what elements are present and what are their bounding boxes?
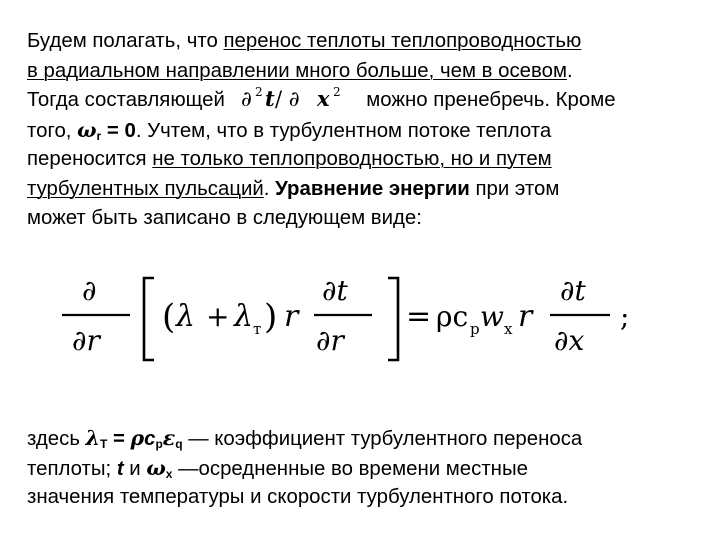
paragraph-intro [27,27,695,234]
equals-sign: = [406,299,432,334]
text-line [27,483,695,513]
text-line [27,116,695,146]
t-symbol: t [264,86,275,110]
text-span: . Учтем, что в турбулентном потоке теплота [135,119,552,142]
lambda-t-symbol: λ [234,299,254,334]
text-span: переносится [27,148,153,170]
text-line [27,145,695,175]
slash-partial: / ∂ [274,87,300,110]
power-label: 2 [254,86,263,99]
lambda-t-subscript: т [253,320,262,338]
partial-dt: ∂t [560,274,586,307]
text-line [27,27,695,57]
inline-derivative-formula [235,86,353,110]
open-paren: ( [162,297,176,337]
subscript: q [175,437,183,451]
omega-symbol: ω [146,455,166,480]
text-span: здесь [27,428,86,450]
power-label: 2 [332,86,341,99]
subscript: x [165,466,173,481]
energy-equation [58,268,668,378]
t-symbol: t [116,457,124,480]
text-span: Тогда составляющей [27,89,225,111]
subscript: r [96,128,102,143]
text-span: при этом [469,177,560,200]
x-subscript: x [504,320,513,338]
p-subscript: p [470,320,480,338]
text-span: Будем полагать, что [27,30,224,52]
r-symbol: r [284,299,299,334]
epsilon-symbol: ε [162,426,176,450]
text-span: можно пренебречь. Кроме [366,89,616,111]
bold-text: = 0 [101,119,136,142]
partial-symbol: ∂ [240,87,252,110]
r-symbol: r [518,299,533,334]
text-line [27,204,695,234]
underlined-text: не только теплопроводностью, но и путем [152,148,552,170]
text-line [27,175,695,205]
text-line [27,86,695,116]
rho-c-symbol: ρc [436,300,469,333]
close-paren: ) [264,297,278,337]
text-span: и [123,457,147,480]
underlined-text: в радиальном направлении много больше, чем в осевом [27,59,567,82]
underlined-text: турбулентных пульсаций [27,177,264,200]
text-span: . [566,59,573,82]
left-bracket [144,278,154,360]
omega-symbol: ω [77,117,97,142]
text-span: — коэффициент турбулентного переноса [182,428,583,450]
lambda-symbol: λ [176,299,196,334]
partial-dt: ∂t [322,274,348,307]
partial-dr: ∂r [72,324,100,357]
paragraph-explanation [27,424,695,513]
subscript: T [99,437,108,451]
semicolon: ; [620,300,630,333]
text-span: . [263,177,276,200]
text-span: теплоты; [27,457,117,480]
text-span: значения температуры и скорости турбулентного потока. [27,486,569,508]
lambda-symbol: λ [85,426,100,450]
partial-dr: ∂r [316,324,344,357]
equation-graphic [58,268,668,378]
text-span: того, [27,119,78,142]
text-line [27,454,695,484]
text-line [27,424,695,454]
x-symbol: x [316,86,330,110]
underlined-text: перенос теплоты теплопроводностью [223,30,582,52]
partial-dx: ∂x [554,324,585,357]
right-bracket [388,278,398,360]
text-span: может быть записано в следующем виде: [27,207,422,229]
bold-text: Уравнение энергии [275,177,470,200]
text-line [27,57,695,87]
c-symbol: c [144,428,156,450]
subscript: p [155,437,163,451]
equals-text: = [107,428,131,450]
rho-symbol: ρ [130,426,145,450]
plus-sign: + [206,300,230,333]
text-span: —осредненные во времени местные [172,457,528,480]
w-symbol: w [480,300,504,333]
partial-numerator: ∂ [82,274,97,307]
